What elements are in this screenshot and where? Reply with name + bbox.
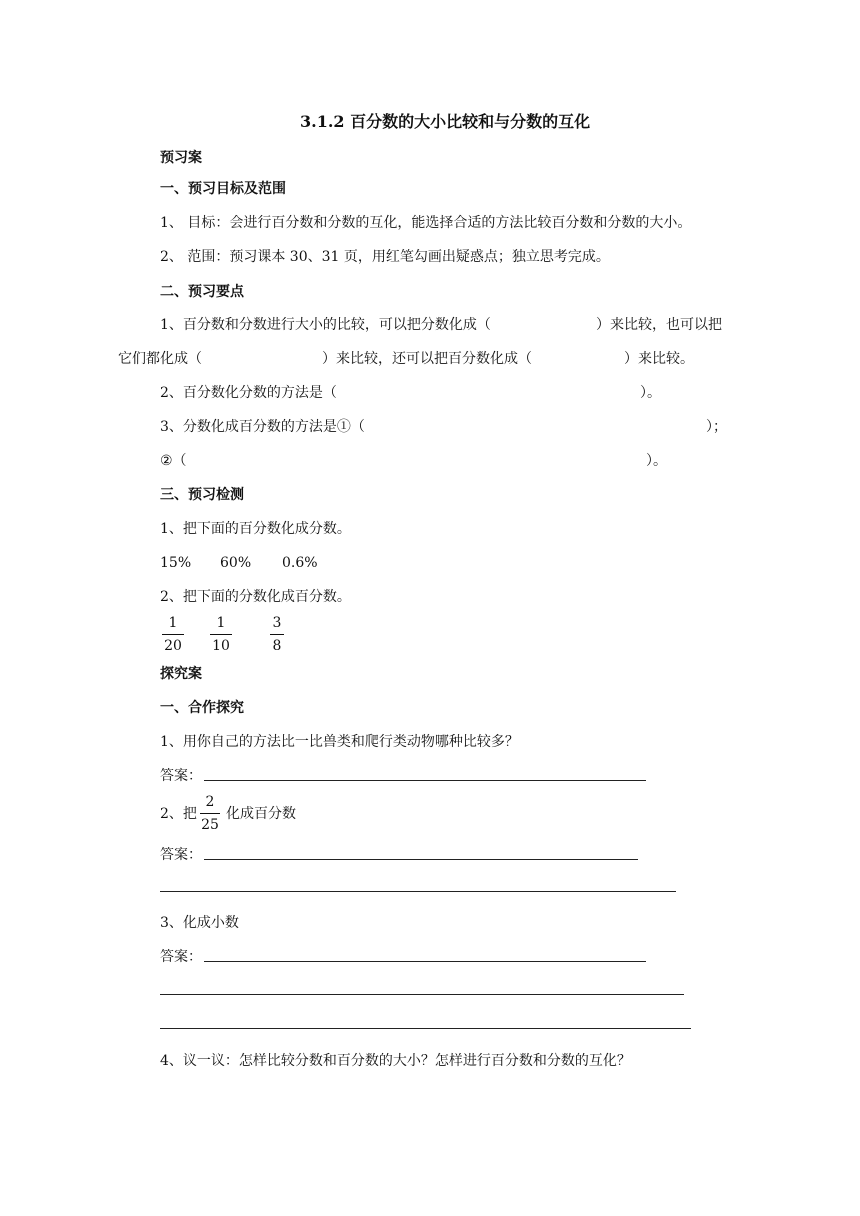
fraction-denominator: 20 [162, 634, 184, 655]
fraction-denominator: 10 [210, 634, 232, 655]
fraction-numerator: 1 [168, 615, 178, 631]
answer-label: 答案： [160, 949, 202, 965]
preview-section3-heading: 三、预习检测 [160, 487, 244, 503]
answer-line[interactable] [204, 859, 638, 860]
fraction-numerator: 1 [216, 615, 226, 631]
fraction [162, 614, 184, 655]
answer-line[interactable] [204, 961, 646, 962]
key-point-3-part-c: ②（ [160, 453, 187, 469]
fraction-denominator: 25 [200, 813, 220, 834]
key-point-3-part-b: ）； [706, 419, 727, 435]
preview-heading: 预习案 [160, 150, 202, 166]
key-point-2-part-b: ）。 [640, 385, 661, 401]
fraction-denominator: 8 [270, 634, 284, 655]
fraction-numerator: 2 [205, 794, 215, 810]
percent-value: 15% [160, 555, 192, 571]
answer-line[interactable] [204, 780, 646, 781]
question-3: 3、化成小数 [160, 915, 239, 931]
explore-heading: 探究案 [160, 666, 202, 682]
answer-line[interactable] [160, 1028, 691, 1029]
question-2-suffix: 化成百分数 [226, 806, 296, 822]
fraction [210, 614, 232, 655]
key-point-1-part-e: ）来比较。 [624, 351, 694, 367]
answer-line[interactable] [160, 891, 676, 892]
question-1: 1、用你自己的方法比一比兽类和爬行类动物哪种比较多？ [160, 734, 519, 750]
page-title: 3.1.2 百分数的大小比较和与分数的互化 [300, 112, 591, 131]
question-2-prefix: 2、把 [160, 806, 197, 822]
preview-scope-item: 2、 范围：预习课本 30、31 页，用红笔勾画出疑惑点；独立思考完成。 [160, 249, 610, 265]
fraction [270, 614, 284, 655]
key-point-1-part-c: 它们都化成（ [118, 351, 202, 367]
key-point-1-part-a: 1、百分数和分数进行大小的比较，可以把分数化成（ [160, 317, 491, 333]
preview-goal-item: 1、 目标：会进行百分数和分数的互化，能选择合适的方法比较百分数和分数的大小。 [160, 215, 692, 231]
percent-value: 0.6% [282, 555, 318, 571]
percent-value: 60% [220, 555, 252, 571]
question-4: 4、议一议：怎样比较分数和百分数的大小？怎样进行百分数和分数的互化？ [160, 1053, 631, 1069]
fraction [200, 793, 220, 834]
preview-section2-heading: 二、预习要点 [160, 284, 244, 300]
key-point-2-part-a: 2、百分数化分数的方法是（ [160, 385, 337, 401]
answer-line[interactable] [160, 994, 684, 995]
answer-label: 答案： [160, 768, 202, 784]
key-point-1-part-b: ）来比较，也可以把 [596, 317, 722, 333]
key-point-3-part-d: ）。 [646, 453, 667, 469]
preview-section1-heading: 一、预习目标及范围 [160, 181, 286, 197]
check-item-1: 1、把下面的百分数化成分数。 [160, 521, 351, 537]
fraction-numerator: 3 [272, 615, 282, 631]
key-point-3-part-a: 3、分数化成百分数的方法是①（ [160, 419, 365, 435]
explore-section1-heading: 一、合作探究 [160, 700, 244, 716]
key-point-1-part-d: ）来比较，还可以把百分数化成（ [322, 351, 532, 367]
check-item-2: 2、把下面的分数化成百分数。 [160, 589, 351, 605]
answer-label: 答案： [160, 847, 202, 863]
